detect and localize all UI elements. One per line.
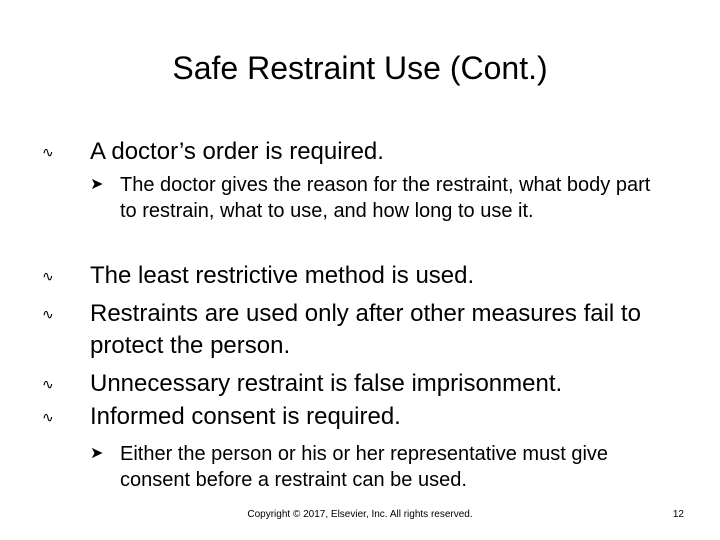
bullet-text: Unnecessary restraint is false imprisonment. (90, 370, 563, 397)
sub-bullet-item (90, 172, 670, 224)
bullet-item (42, 298, 682, 362)
arrowhead-bullet-icon: ➤ (90, 445, 104, 462)
sub-bullet-text: The doctor gives the reason for the restraint, what body part to restrain, what to use, and how long to use it. (120, 174, 651, 222)
wave-bullet-icon: ∿ (42, 268, 54, 284)
wave-bullet-icon: ∿ (42, 144, 54, 160)
bullet-text: A doctor’s order is required. (90, 138, 384, 165)
bullet-item (42, 136, 682, 168)
sub-bullet-item (90, 441, 670, 493)
bullet-item (42, 260, 682, 292)
bullet-item (42, 368, 682, 400)
footer-copyright: Copyright © 2017, Elsevier, Inc. All rights reserved. (247, 509, 473, 520)
bullet-text: Informed consent is required. (90, 403, 401, 430)
wave-bullet-icon: ∿ (42, 409, 54, 425)
bullet-text: The least restrictive method is used. (90, 262, 475, 289)
slide-title: Safe Restraint Use (Cont.) (172, 50, 548, 86)
arrowhead-bullet-icon: ➤ (90, 176, 104, 193)
sub-bullet-text: Either the person or his or her representative must give consent before a restraint can be used. (120, 443, 609, 491)
page-number: 12 (672, 509, 684, 520)
wave-bullet-icon: ∿ (42, 376, 54, 392)
bullet-text: Restraints are used only after other measures fail to protect the person. (90, 300, 641, 359)
wave-bullet-icon: ∿ (42, 306, 54, 322)
bullet-item (42, 401, 682, 433)
